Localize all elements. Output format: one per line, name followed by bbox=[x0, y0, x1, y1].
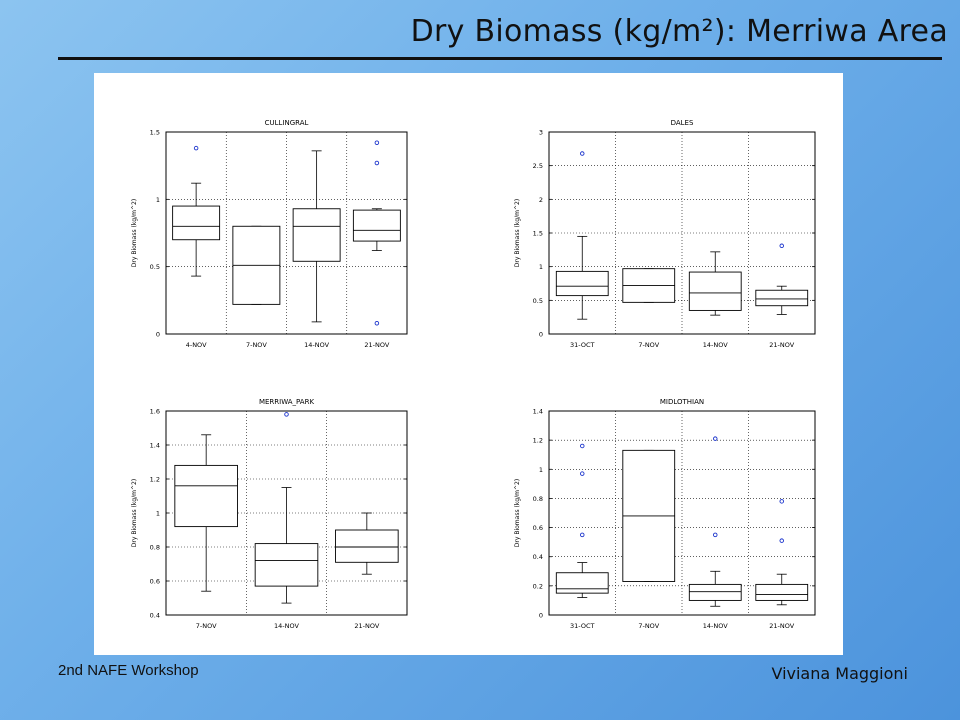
box-iqr bbox=[353, 210, 400, 241]
box-iqr bbox=[689, 584, 741, 600]
x-tick-label: 14-NOV bbox=[702, 341, 728, 349]
box-14-NOV bbox=[293, 151, 340, 322]
box-iqr bbox=[336, 530, 399, 562]
outlier-point bbox=[194, 146, 198, 150]
outlier-point bbox=[780, 500, 784, 504]
box-14-NOV bbox=[255, 413, 318, 603]
x-tick-label: 7-NOV bbox=[638, 622, 660, 630]
figure-panel bbox=[94, 73, 843, 655]
y-tick-label: 1.5 bbox=[532, 229, 543, 238]
x-tick-label: 31-OCT bbox=[570, 341, 595, 349]
y-tick-label: 0.6 bbox=[149, 577, 160, 586]
x-tick-label: 21-NOV bbox=[769, 622, 795, 630]
outlier-point bbox=[580, 444, 584, 448]
y-tick-label: 2 bbox=[538, 195, 543, 204]
box-iqr bbox=[689, 272, 741, 310]
y-tick-label: 0.4 bbox=[532, 553, 543, 562]
x-tick-label: 21-NOV bbox=[354, 622, 380, 630]
y-axis-label: Dry Biomass (kg/m^2) bbox=[131, 198, 138, 268]
x-tick-label: 31-OCT bbox=[570, 622, 595, 630]
box-21-NOV bbox=[336, 513, 399, 574]
box-7-NOV bbox=[623, 450, 675, 581]
y-axis-label: Dry Biomass (kg/m^2) bbox=[131, 478, 138, 548]
outlier-point bbox=[713, 533, 717, 537]
footer-author: Viviana Maggioni bbox=[771, 664, 908, 683]
y-tick-label: 0 bbox=[538, 611, 543, 620]
outlier-point bbox=[375, 161, 379, 165]
y-tick-label: 1.2 bbox=[149, 475, 160, 484]
y-tick-label: 3 bbox=[538, 128, 543, 137]
chart-title: CULLINGRAL bbox=[264, 119, 309, 127]
box-21-NOV bbox=[756, 500, 808, 605]
box-iqr bbox=[173, 206, 220, 240]
boxplot-figure bbox=[94, 73, 843, 655]
chart-3 bbox=[514, 398, 815, 630]
y-tick-label: 1.2 bbox=[532, 436, 543, 445]
y-tick-label: 1.4 bbox=[532, 407, 543, 416]
chart-title: MERRIWA_PARK bbox=[258, 398, 315, 406]
y-tick-label: 0.8 bbox=[532, 494, 543, 503]
box-21-NOV bbox=[756, 244, 808, 314]
box-7-NOV bbox=[233, 226, 280, 304]
outlier-point bbox=[580, 472, 584, 476]
y-tick-label: 1.4 bbox=[149, 441, 160, 450]
x-tick-label: 14-NOV bbox=[274, 622, 299, 630]
x-tick-label: 14-NOV bbox=[702, 622, 728, 630]
chart-0 bbox=[131, 119, 407, 349]
y-axis-label: Dry Biomass (kg/m^2) bbox=[514, 198, 521, 268]
y-tick-label: 1.5 bbox=[149, 128, 160, 137]
outlier-point bbox=[375, 321, 379, 325]
outlier-point bbox=[285, 413, 289, 417]
y-tick-label: 0 bbox=[155, 330, 160, 339]
box-iqr bbox=[756, 290, 808, 305]
footer-workshop: 2nd NAFE Workshop bbox=[58, 662, 199, 679]
outlier-point bbox=[580, 533, 584, 537]
y-tick-label: 1 bbox=[155, 195, 160, 204]
outlier-point bbox=[580, 152, 584, 156]
slide-title: Dry Biomass (kg/m²): Merriwa Area bbox=[410, 14, 948, 49]
chart-1 bbox=[514, 119, 815, 349]
outlier-point bbox=[780, 539, 784, 543]
title-underline bbox=[58, 57, 942, 60]
chart-title: DALES bbox=[670, 119, 694, 127]
x-tick-label: 7-NOV bbox=[245, 341, 267, 349]
outlier-point bbox=[780, 244, 784, 248]
chart-2 bbox=[131, 398, 407, 630]
y-tick-label: 1 bbox=[538, 263, 543, 272]
x-tick-label: 4-NOV bbox=[185, 341, 207, 349]
outlier-point bbox=[713, 437, 717, 441]
box-iqr bbox=[175, 465, 238, 526]
x-tick-label: 7-NOV bbox=[638, 341, 660, 349]
box-iqr bbox=[556, 271, 608, 295]
y-tick-label: 1 bbox=[155, 509, 160, 518]
outlier-point bbox=[375, 141, 379, 145]
y-tick-label: 0.5 bbox=[532, 296, 543, 305]
y-tick-label: 0.8 bbox=[149, 543, 160, 552]
box-iqr bbox=[255, 544, 318, 587]
box-31-OCT bbox=[556, 444, 608, 597]
box-iqr bbox=[756, 584, 808, 600]
box-iqr bbox=[556, 573, 608, 593]
box-iqr bbox=[293, 209, 340, 262]
y-tick-label: 0.4 bbox=[149, 611, 160, 620]
x-tick-label: 7-NOV bbox=[195, 622, 217, 630]
chart-title: MIDLOTHIAN bbox=[659, 398, 705, 406]
box-7-NOV bbox=[175, 435, 238, 591]
x-tick-label: 14-NOV bbox=[304, 341, 330, 349]
y-tick-label: 0.5 bbox=[149, 263, 160, 272]
box-21-NOV bbox=[353, 141, 400, 325]
y-tick-label: 1.6 bbox=[149, 407, 160, 416]
box-14-NOV bbox=[689, 437, 741, 606]
y-tick-label: 0 bbox=[538, 330, 543, 339]
box-14-NOV bbox=[689, 252, 741, 315]
y-tick-label: 0.6 bbox=[532, 524, 543, 533]
box-4-NOV bbox=[173, 146, 220, 276]
y-tick-label: 1 bbox=[538, 465, 543, 474]
y-axis-label: Dry Biomass (kg/m^2) bbox=[514, 478, 521, 548]
box-31-OCT bbox=[556, 152, 608, 319]
y-tick-label: 2.5 bbox=[532, 162, 543, 171]
x-tick-label: 21-NOV bbox=[364, 341, 390, 349]
y-tick-label: 0.2 bbox=[532, 582, 543, 591]
x-tick-label: 21-NOV bbox=[769, 341, 795, 349]
box-7-NOV bbox=[623, 269, 675, 303]
